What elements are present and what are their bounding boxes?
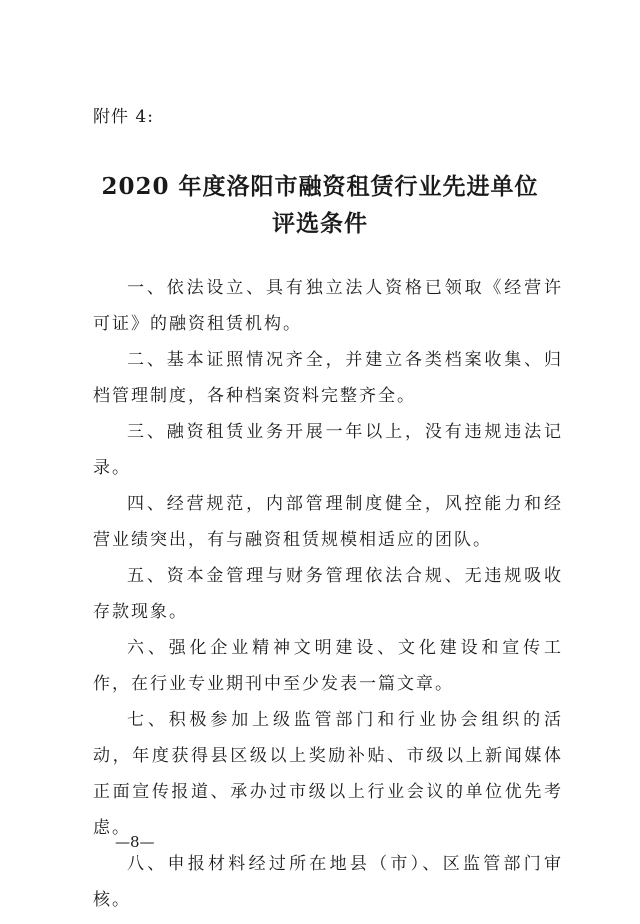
criteria-list — [93, 270, 563, 918]
criteria-item-6: 六、强化企业精神文明建设、文化建设和宣传工作，在行业专业期刊中至少发表一篇文章。 — [93, 638, 563, 694]
criteria-item-3: 三、融资租赁业务开展一年以上，没有违规违法记录。 — [93, 422, 563, 478]
document-title-line-1: 2020 年度洛阳市融资租赁行业先进单位 — [101, 173, 539, 200]
attachment-label: 附件 4: — [93, 107, 154, 127]
criteria-item-7: 七、积极参加上级监管部门和行业协会组织的活动，年度获得县区级以上奖励补贴、市级以上新闻媒体正面宣传报道、承办过市级以上行业会议的单位优先考虑。 — [93, 710, 563, 838]
criteria-item-5: 五、资本金管理与财务管理依法合规、无违规吸收存款现象。 — [93, 566, 563, 622]
criteria-item-4: 四、经营规范，内部管理制度健全，风控能力和经营业绩突出，有与融资租赁规模相适应的团队。 — [93, 494, 563, 550]
criteria-item-2: 二、基本证照情况齐全，并建立各类档案收集、归档管理制度，各种档案资料完整齐全。 — [93, 350, 563, 406]
criteria-item-1: 一、依法设立、具有独立法人资格已领取《经营许可证》的融资租赁机构。 — [93, 278, 563, 334]
page-number: —8— — [115, 833, 155, 851]
document-title-line-2: 评选条件 — [272, 210, 368, 237]
criteria-item-8: 八、申报材料经过所在地县（市）、区监管部门审核。 — [93, 854, 563, 910]
